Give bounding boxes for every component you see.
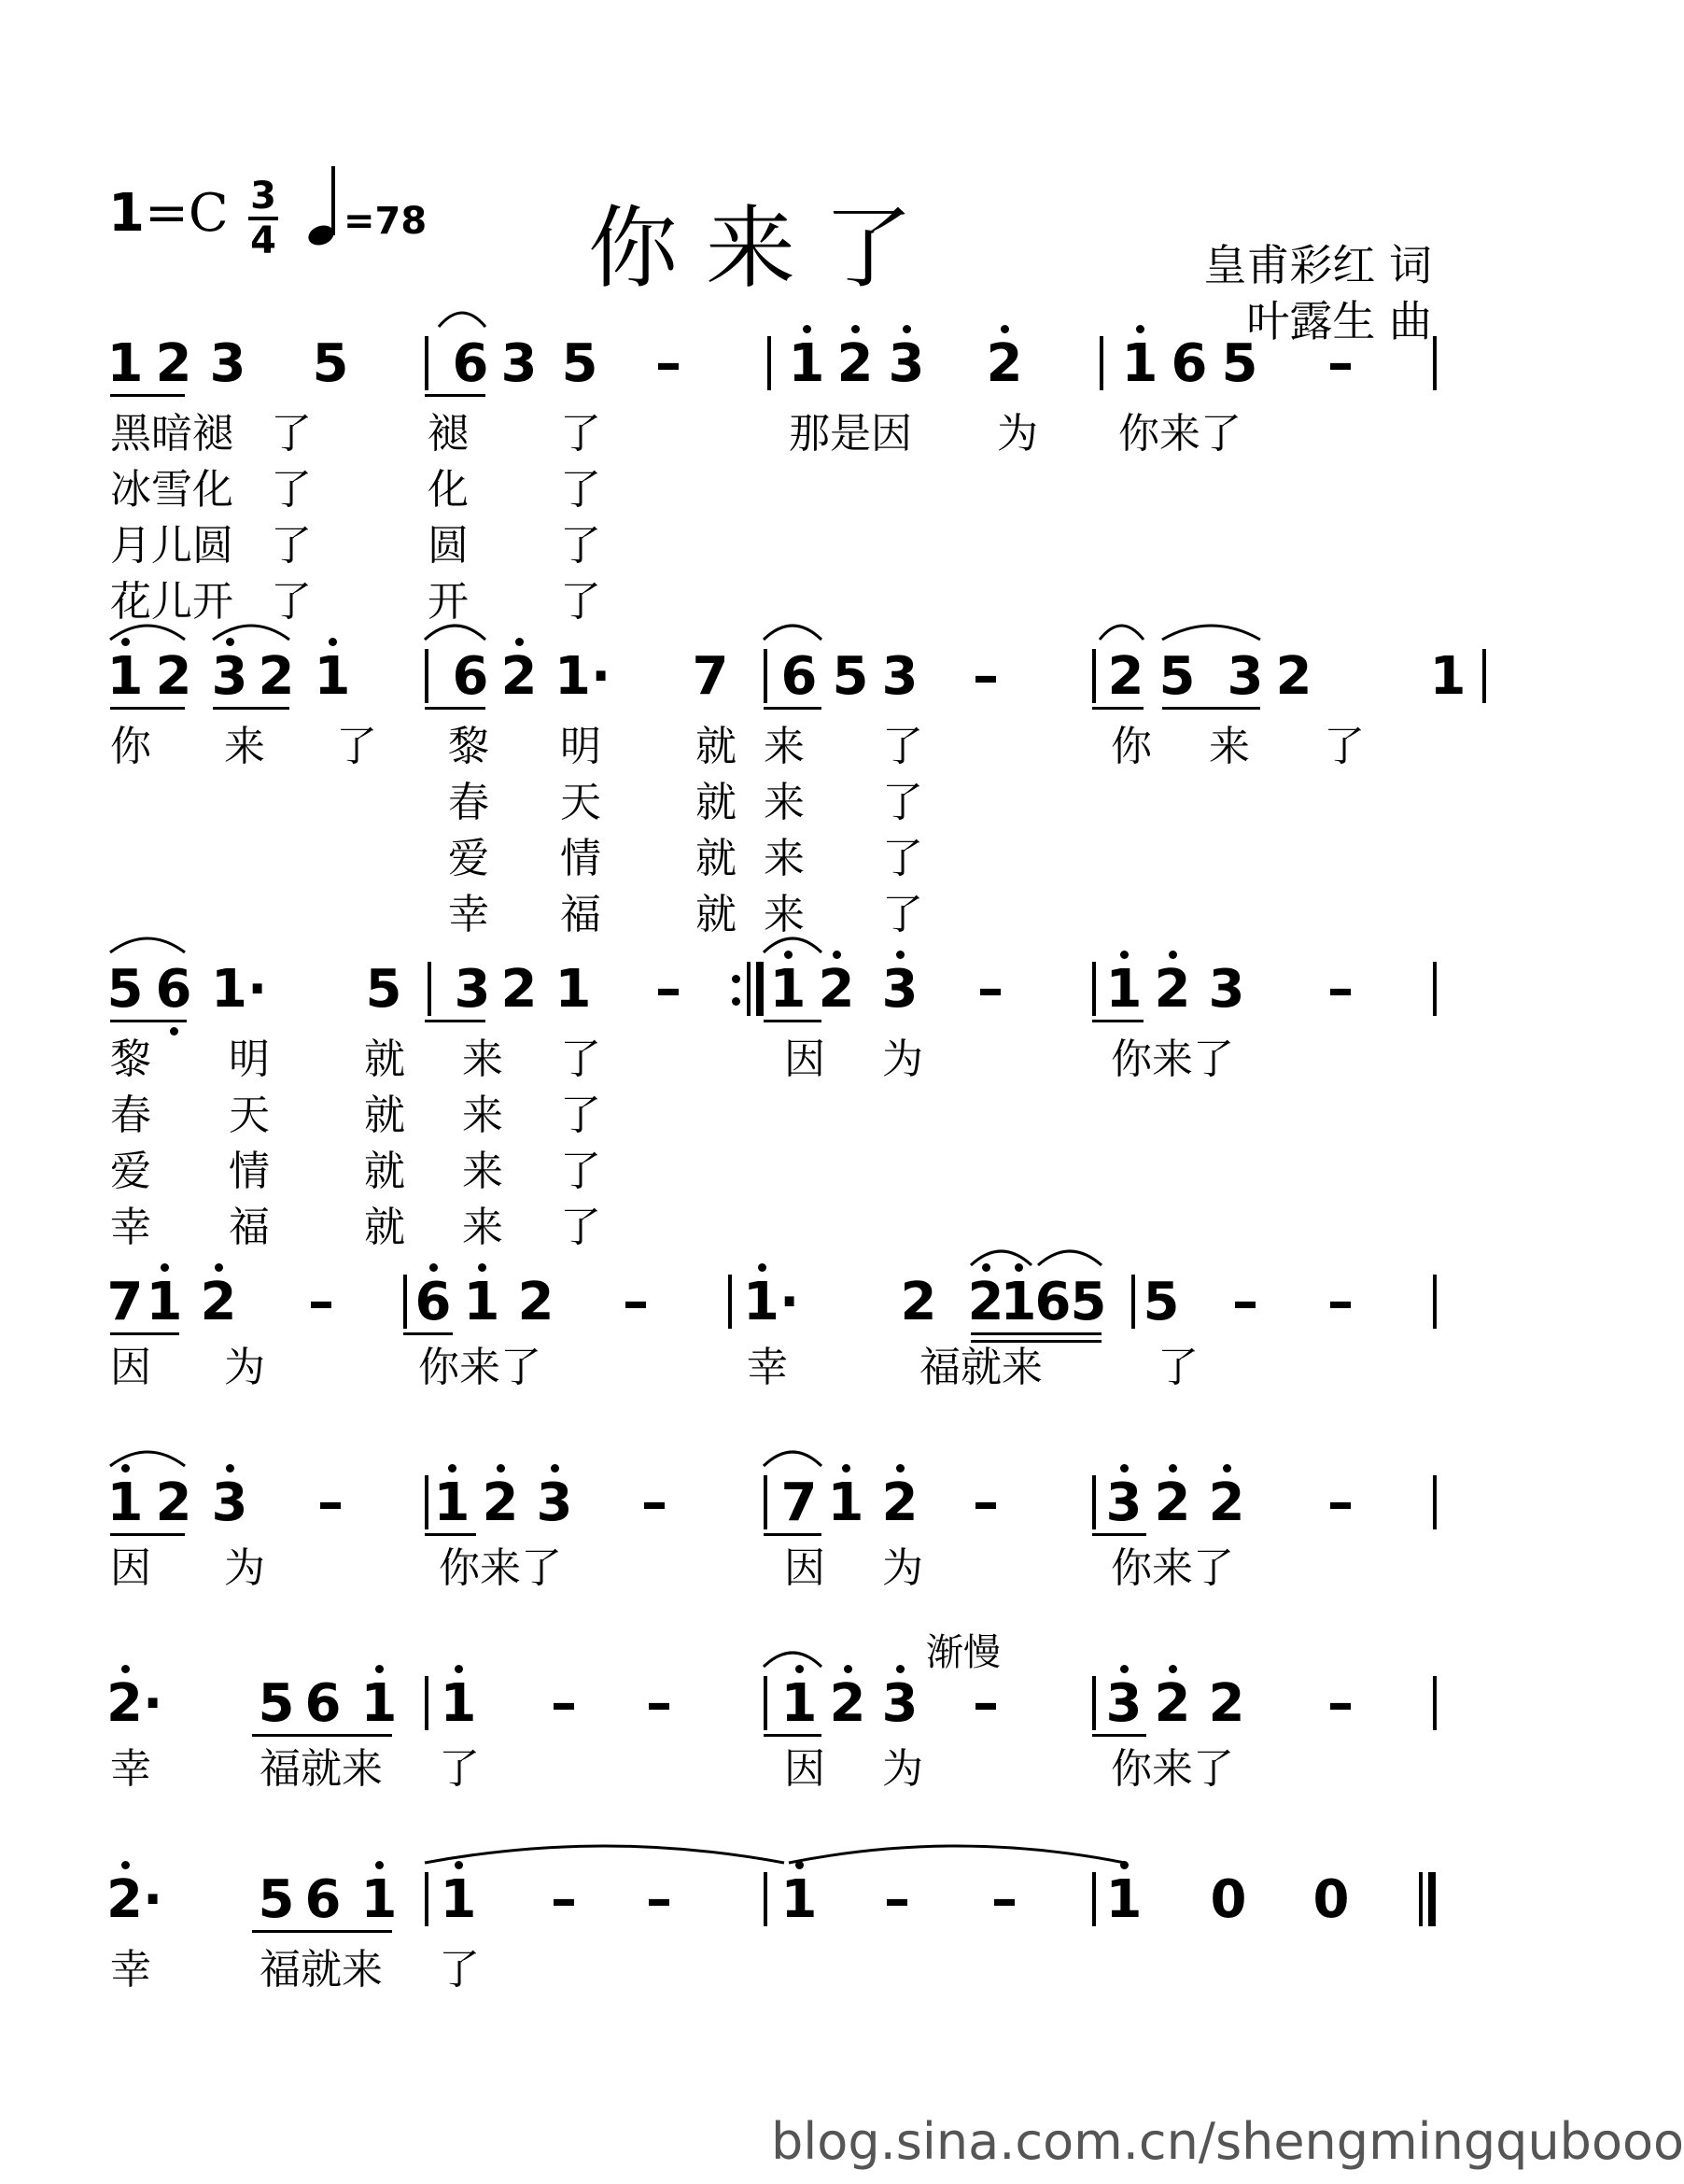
lyric-syllable: 你来了: [1111, 1745, 1234, 1793]
jianpu-note: 2·: [106, 1673, 163, 1734]
slur-arc: [110, 626, 185, 640]
jianpu-note: 1: [433, 1472, 470, 1533]
lyric-syllable: 福就来: [919, 1344, 1043, 1391]
lyric-syllable: 因: [784, 1544, 825, 1592]
jianpu-note: 1: [314, 646, 351, 707]
lyric-syllable: 就: [695, 723, 737, 770]
lyric-syllable: 你来了: [439, 1544, 562, 1592]
lyric-syllable: 因: [110, 1544, 151, 1592]
slur-arc: [764, 938, 821, 952]
jianpu-note: 1: [106, 646, 144, 707]
lyric-syllable: 了: [439, 1745, 480, 1793]
lyric-syllable: 因: [110, 1344, 151, 1391]
jianpu-note: 2: [155, 333, 192, 394]
page-title: 你来了: [588, 196, 941, 301]
lyric-syllable: 天: [560, 779, 601, 826]
watermark: blog.sina.com.cn/shengmingqubooo: [771, 2112, 1684, 2171]
lyric-syllable: 月儿圆: [110, 522, 233, 570]
lyric-syllable: 来: [764, 835, 805, 882]
dash-extension: –: [551, 1869, 577, 1930]
lyric-syllable: 花儿开: [110, 578, 233, 626]
dash-extension: –: [1327, 1272, 1354, 1332]
dash-extension: –: [646, 1869, 672, 1930]
lyric-syllable: 了: [560, 522, 601, 570]
jianpu-note: 5: [106, 959, 144, 1020]
jianpu-note: 5: [365, 959, 402, 1020]
jianpu-note: 6: [414, 1272, 452, 1332]
jianpu-note: 7: [780, 1472, 818, 1533]
lyric-syllable: 天: [229, 1092, 270, 1139]
lyric-syllable: 了: [1324, 723, 1365, 770]
lyric-syllable: 来: [462, 1148, 503, 1195]
lyric-syllable: 情: [560, 835, 601, 882]
jianpu-note: 5: [832, 646, 869, 707]
jianpu-note: 2: [1154, 959, 1191, 1020]
lyric-syllable: 就: [695, 835, 737, 882]
lyric-syllable: 就: [364, 1148, 405, 1195]
dash-extension: –: [973, 1472, 999, 1533]
jianpu-note: 1: [1121, 333, 1158, 394]
lyric-syllable: 爱: [448, 835, 489, 882]
lyric-syllable: 就: [364, 1204, 405, 1251]
jianpu-note: 2: [836, 333, 874, 394]
jianpu-note: 5: [561, 333, 598, 394]
dash-extension: –: [646, 1673, 672, 1734]
lyric-syllable: 了: [882, 779, 923, 826]
jianpu-note: 1: [360, 1869, 398, 1930]
lyric-syllable: 为: [882, 1544, 923, 1592]
jianpu-note: 1: [440, 1869, 477, 1930]
lyric-syllable: 就: [695, 779, 737, 826]
jianpu-note: 1: [106, 333, 144, 394]
jianpu-note: 2: [818, 959, 855, 1020]
slur-arc: [764, 1653, 821, 1667]
jianpu-note: 6: [780, 646, 818, 707]
lyric-syllable: 春: [448, 779, 489, 826]
lyric-syllable: 福就来: [260, 1745, 383, 1793]
lyric-syllable: 为: [882, 1745, 923, 1793]
jianpu-note: 5: [258, 1869, 295, 1930]
lyric-syllable: 来: [462, 1036, 503, 1083]
jianpu-note: 1: [788, 333, 825, 394]
jianpu-note: 7: [106, 1272, 144, 1332]
dash-extension: –: [641, 1472, 667, 1533]
jianpu-note: 2: [155, 1472, 192, 1533]
lyric-syllable: 明: [560, 723, 601, 770]
jianpu-note: 5: [1158, 646, 1196, 707]
slur-arc: [971, 1251, 1031, 1265]
jianpu-note: 6: [155, 959, 192, 1020]
lyric-syllable: 了: [560, 466, 601, 514]
slur-arc: [764, 1452, 821, 1466]
lyric-syllable: 你来了: [418, 1344, 541, 1391]
jianpu-note: 6: [452, 333, 489, 394]
jianpu-note: 5: [1070, 1272, 1107, 1332]
jianpu-note: 1: [463, 1272, 500, 1332]
jianpu-note: 2: [986, 333, 1023, 394]
dash-extension: –: [655, 333, 681, 394]
jianpu-note: 1: [1105, 1869, 1143, 1930]
jianpu-note: 5: [1221, 333, 1258, 394]
jianpu-note: 2: [482, 1472, 519, 1533]
dash-extension: –: [1327, 1673, 1354, 1734]
jianpu-note: 2: [1154, 1472, 1191, 1533]
lyric-syllable: 幸: [110, 1204, 151, 1251]
jianpu-note: 1: [360, 1673, 398, 1734]
dash-extension: –: [1327, 1472, 1354, 1533]
lyric-syllable: 黎: [448, 723, 489, 770]
lyric-syllable: 来: [462, 1092, 503, 1139]
slur-arc: [1100, 626, 1144, 640]
lyric-syllable: 情: [229, 1148, 270, 1195]
dash-extension: –: [308, 1272, 334, 1332]
lyric-syllable: 你来了: [1118, 410, 1242, 458]
jianpu-note: 1: [1000, 1272, 1037, 1332]
jianpu-note: 3: [881, 646, 919, 707]
jianpu-note: 5: [258, 1673, 295, 1734]
jianpu-note: 1: [1105, 959, 1143, 1020]
lyric-syllable: 了: [882, 891, 923, 938]
lyric-syllable: 来: [764, 779, 805, 826]
lyric-syllable: 明: [229, 1036, 270, 1083]
jianpu-note: 3: [1227, 646, 1264, 707]
lyric-syllable: 因: [784, 1745, 825, 1793]
jianpu-note: 3: [211, 1472, 248, 1533]
lyric-syllable: 了: [882, 723, 923, 770]
lyric-syllable: 黑暗褪: [110, 410, 233, 458]
jianpu-note: 2: [900, 1272, 937, 1332]
jianpu-note: 2: [967, 1272, 1004, 1332]
jianpu-note: 3: [536, 1472, 573, 1533]
lyric-syllable: 冰雪化: [110, 466, 233, 514]
jianpu-note: 1: [1429, 646, 1466, 707]
lyric-syllable: 就: [364, 1036, 405, 1083]
jianpu-note: 1·: [554, 646, 611, 707]
jianpu-note: 1·: [743, 1272, 800, 1332]
lyric-syllable: 了: [439, 1946, 480, 1994]
jianpu-note: 6: [1171, 333, 1208, 394]
jianpu-note: 2: [829, 1673, 866, 1734]
lyric-syllable: 褪: [428, 410, 469, 458]
jianpu-note: 2: [258, 646, 295, 707]
lyric-syllable: 来: [764, 891, 805, 938]
lyric-syllable: 福: [560, 891, 601, 938]
lyric-syllable: 因: [784, 1036, 825, 1083]
jianpu-note: 6: [304, 1869, 342, 1930]
jianpu-note: 6: [304, 1673, 342, 1734]
lyric-syllable: 为: [224, 1544, 265, 1592]
ritardando-marking: 渐慢: [926, 1631, 1001, 1674]
jianpu-note: 2: [500, 959, 538, 1020]
lyric-syllable: 爱: [110, 1148, 151, 1195]
jianpu-note: 2: [1275, 646, 1312, 707]
jianpu-note: 2: [1154, 1673, 1191, 1734]
lyric-syllable: 了: [271, 578, 312, 626]
slur-arc: [789, 1846, 1125, 1863]
jianpu-note: 7: [692, 646, 729, 707]
jianpu-note: 3: [881, 1673, 919, 1734]
lyric-syllable: 你: [110, 723, 151, 770]
lyric-syllable: 来: [224, 723, 265, 770]
lyric-syllable: 你来了: [1111, 1036, 1234, 1083]
lyric-syllable: 幸: [110, 1946, 151, 1994]
jianpu-note: 2: [155, 646, 192, 707]
lyric-syllable: 了: [882, 835, 923, 882]
jianpu-note: 2: [1208, 1673, 1245, 1734]
lyric-syllable: 开: [428, 578, 469, 626]
jianpu-note: 5: [1143, 1272, 1180, 1332]
slur-arc: [110, 938, 185, 952]
time-top: 3: [250, 175, 276, 218]
lyric-syllable: 幸: [110, 1745, 151, 1793]
jianpu-note: 0: [1210, 1869, 1247, 1930]
jianpu-note: 1: [769, 959, 807, 1020]
key-tonic: 1: [108, 183, 145, 244]
lyric-syllable: 了: [1158, 1344, 1199, 1391]
lyric-syllable: 为: [224, 1344, 265, 1391]
jianpu-note: 6: [452, 646, 489, 707]
jianpu-note: 3: [209, 333, 246, 394]
lyric-syllable: 幸: [747, 1344, 788, 1391]
jianpu-note: 3: [888, 333, 925, 394]
jianpu-note: 1: [440, 1673, 477, 1734]
jianpu-note: 2: [500, 646, 538, 707]
slur-arc: [1038, 1251, 1102, 1265]
slur-arc: [213, 626, 289, 640]
slur-arc: [764, 626, 821, 640]
dash-extension: –: [317, 1472, 344, 1533]
jianpu-note: 1: [827, 1472, 864, 1533]
lyric-syllable: 了: [560, 1092, 601, 1139]
lyric-syllable: 黎: [110, 1036, 151, 1083]
slur-arc: [425, 626, 485, 640]
lyric-syllable: 为: [882, 1036, 923, 1083]
lyric-syllable: 你来了: [1111, 1544, 1234, 1592]
jianpu-note: 3: [454, 959, 491, 1020]
key-name: =C: [144, 183, 229, 244]
lyric-syllable: 就: [695, 891, 737, 938]
lyric-syllable: 你: [1111, 723, 1152, 770]
jianpu-note: 5: [312, 333, 349, 394]
lyric-syllable: 了: [271, 466, 312, 514]
lyric-syllable: 就: [364, 1092, 405, 1139]
lyricist-credit: 皇甫彩红 词: [1203, 240, 1432, 290]
jianpu-note: 0: [1312, 1869, 1350, 1930]
jianpu-note: 6: [1034, 1272, 1072, 1332]
time-bottom: 4: [250, 219, 276, 262]
dash-extension: –: [977, 959, 1003, 1020]
jianpu-note: 1: [554, 959, 592, 1020]
jianpu-note: 1·: [211, 959, 268, 1020]
jianpu-note: 3: [881, 959, 919, 1020]
jianpu-note: 2: [1208, 1472, 1245, 1533]
lyric-syllable: 来: [764, 723, 805, 770]
lyric-syllable: 福就来: [260, 1946, 383, 1994]
lyric-syllable: 了: [271, 522, 312, 570]
lyric-syllable: 幸: [448, 891, 489, 938]
dash-extension: –: [1327, 333, 1354, 394]
tempo-marking: =78: [344, 200, 428, 243]
jianpu-note: 2: [1107, 646, 1144, 707]
composer-credit: 叶露生 曲: [1246, 296, 1432, 346]
dash-extension: –: [973, 646, 999, 707]
slur-arc: [1162, 626, 1260, 640]
jianpu-note: 1: [146, 1272, 183, 1332]
dash-extension: –: [623, 1272, 649, 1332]
jianpu-note: 1: [780, 1673, 818, 1734]
lyric-syllable: 来: [1209, 723, 1250, 770]
lyric-syllable: 为: [997, 410, 1038, 458]
lyric-syllable: 那是因: [789, 410, 912, 458]
lyric-syllable: 福: [229, 1204, 270, 1251]
lyric-syllable: 了: [560, 410, 601, 458]
jianpu-note: 1: [106, 1472, 144, 1533]
dash-extension: –: [973, 1673, 999, 1734]
jianpu-note: 2: [200, 1272, 237, 1332]
lyric-syllable: 了: [271, 410, 312, 458]
lyric-syllable: 化: [428, 466, 469, 514]
dash-extension: –: [655, 959, 681, 1020]
jianpu-note: 3: [1105, 1472, 1143, 1533]
lyric-syllable: 来: [462, 1204, 503, 1251]
lyric-syllable: 了: [336, 723, 377, 770]
jianpu-note: 3: [1105, 1673, 1143, 1734]
lyric-syllable: 了: [560, 1204, 601, 1251]
dash-extension: –: [1232, 1272, 1258, 1332]
dash-extension: –: [884, 1869, 910, 1930]
jianpu-note: 2·: [106, 1869, 163, 1930]
slur-arc: [439, 313, 485, 327]
jianpu-note: 3: [1208, 959, 1245, 1020]
jianpu-note: 1: [780, 1869, 818, 1930]
lyric-syllable: 圆: [428, 522, 469, 570]
jianpu-note: 2: [881, 1472, 919, 1533]
jianpu-note: 3: [211, 646, 248, 707]
slur-arc: [110, 1452, 185, 1466]
lyric-syllable: 了: [560, 1148, 601, 1195]
lyric-syllable: 春: [110, 1092, 151, 1139]
lyric-syllable: 了: [560, 1036, 601, 1083]
dash-extension: –: [991, 1869, 1017, 1930]
slur-arc: [425, 1846, 784, 1863]
dash-extension: –: [551, 1673, 577, 1734]
dash-extension: –: [1327, 959, 1354, 1020]
lyric-syllable: 了: [560, 578, 601, 626]
jianpu-note: 2: [517, 1272, 554, 1332]
jianpu-note: 3: [500, 333, 538, 394]
